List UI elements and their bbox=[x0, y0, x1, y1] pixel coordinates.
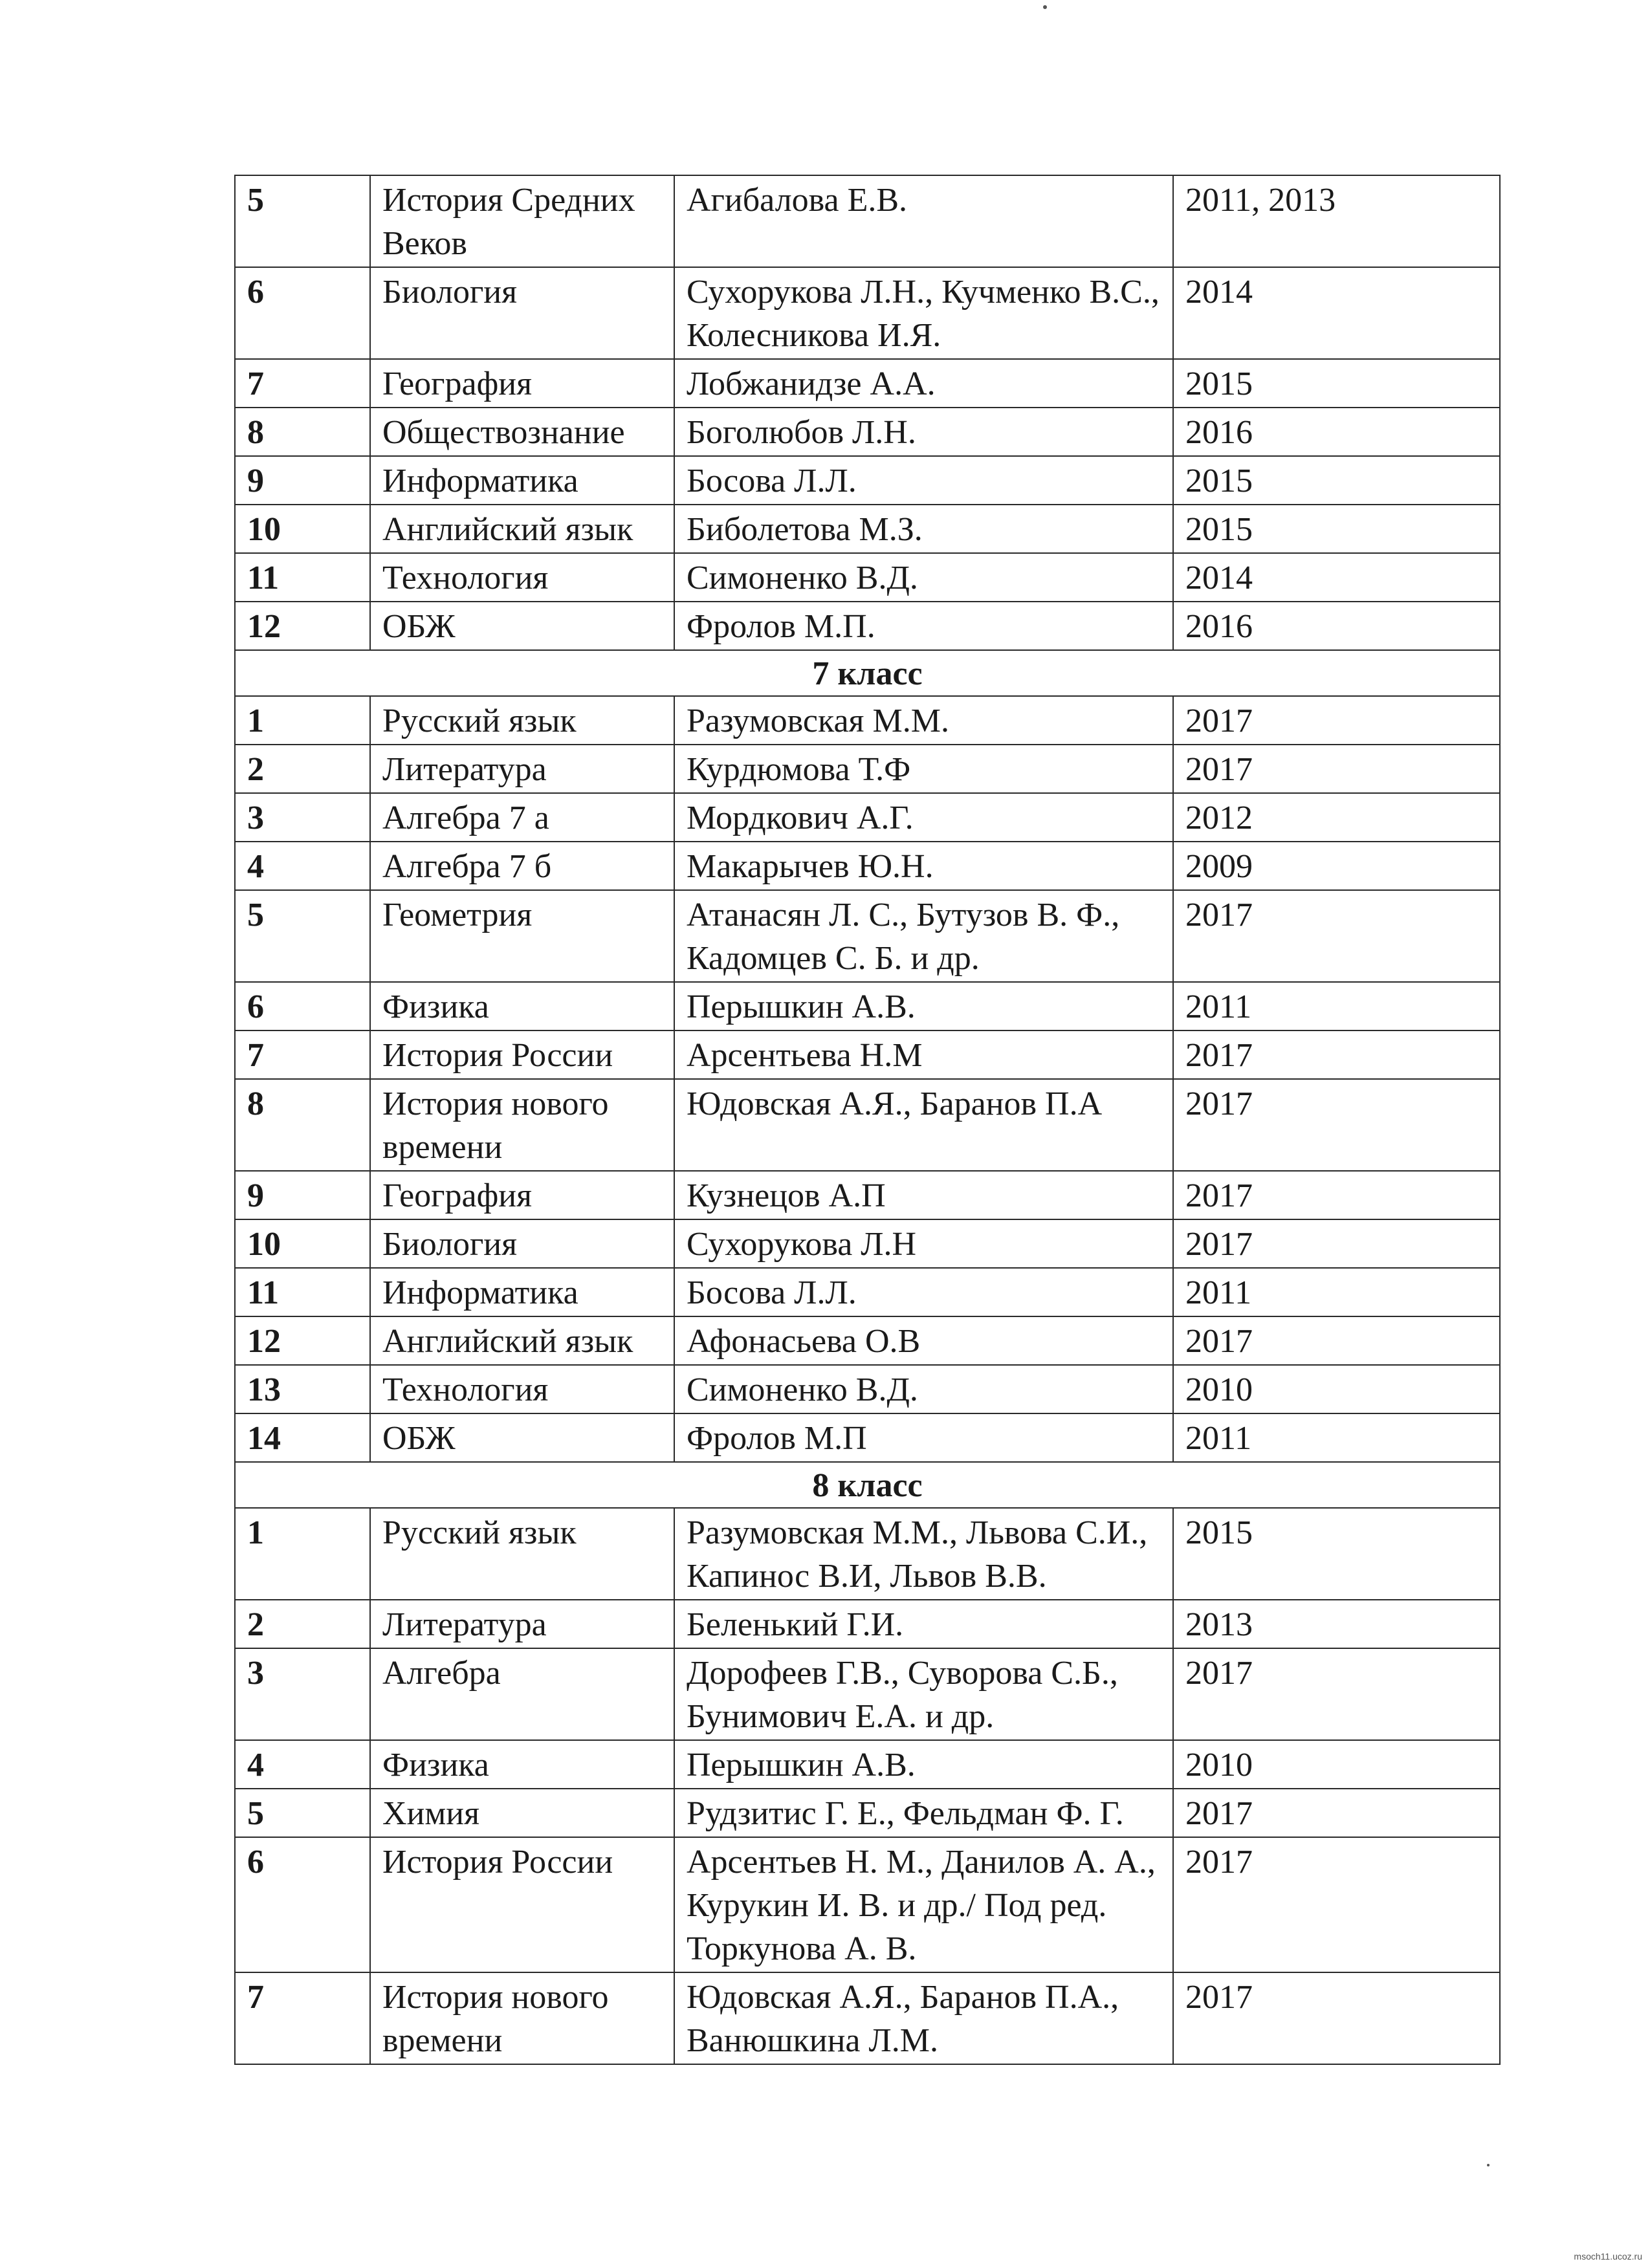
row-number: 5 bbox=[235, 175, 370, 267]
table-row bbox=[235, 1789, 1500, 1837]
year-cell: 2016 bbox=[1173, 408, 1500, 456]
row-number: 8 bbox=[235, 408, 370, 456]
year-cell: 2011 bbox=[1173, 1413, 1500, 1462]
row-number: 1 bbox=[235, 1508, 370, 1600]
year-cell: 2015 bbox=[1173, 456, 1500, 505]
row-number: 4 bbox=[235, 842, 370, 890]
row-number: 5 bbox=[235, 890, 370, 982]
author-cell: Мордкович А.Г. bbox=[674, 793, 1173, 842]
year-cell: 2009 bbox=[1173, 842, 1500, 890]
year-cell: 2015 bbox=[1173, 505, 1500, 553]
author-cell: Курдюмова Т.Ф bbox=[674, 745, 1173, 793]
author-cell: Арсентьев Н. М., Данилов А. А., Курукин И. В. и др./ Под ред. Торкунова А. В. bbox=[674, 1837, 1173, 1972]
table-row bbox=[235, 1740, 1500, 1789]
year-cell: 2014 bbox=[1173, 553, 1500, 602]
year-cell: 2015 bbox=[1173, 359, 1500, 408]
author-cell: Юдовская А.Я., Баранов П.А., Ванюшкина Л.М. bbox=[674, 1972, 1173, 2064]
textbook-table bbox=[234, 175, 1501, 2065]
scan-speck bbox=[1487, 2164, 1490, 2166]
class-section-row bbox=[235, 1462, 1500, 1508]
subject-cell: Информатика bbox=[370, 456, 674, 505]
row-number: 9 bbox=[235, 456, 370, 505]
row-number: 6 bbox=[235, 1837, 370, 1972]
subject-cell: История нового времени bbox=[370, 1972, 674, 2064]
year-cell: 2014 bbox=[1173, 267, 1500, 359]
table-row bbox=[235, 1316, 1500, 1365]
author-cell: Разумовская М.М. bbox=[674, 696, 1173, 745]
table-row bbox=[235, 890, 1500, 982]
year-cell: 2012 bbox=[1173, 793, 1500, 842]
author-cell: Дорофеев Г.В., Суворова С.Б., Бунимович Е.А. и др. bbox=[674, 1648, 1173, 1740]
subject-cell: Литература bbox=[370, 745, 674, 793]
row-number: 14 bbox=[235, 1413, 370, 1462]
author-cell: Сухорукова Л.Н., Кучменко В.С., Колесникова И.Я. bbox=[674, 267, 1173, 359]
row-number: 11 bbox=[235, 553, 370, 602]
table-row bbox=[235, 359, 1500, 408]
year-cell: 2016 bbox=[1173, 602, 1500, 650]
subject-cell: Биология bbox=[370, 267, 674, 359]
table-row bbox=[235, 1079, 1500, 1171]
table-row bbox=[235, 553, 1500, 602]
author-cell: Боголюбов Л.Н. bbox=[674, 408, 1173, 456]
table-row bbox=[235, 1600, 1500, 1648]
author-cell: Сухорукова Л.Н bbox=[674, 1219, 1173, 1268]
table-row bbox=[235, 1030, 1500, 1079]
table-row bbox=[235, 1508, 1500, 1600]
table-row bbox=[235, 1365, 1500, 1413]
author-cell: Атанасян Л. С., Бутузов В. Ф., Кадомцев С. Б. и др. bbox=[674, 890, 1173, 982]
year-cell: 2011, 2013 bbox=[1173, 175, 1500, 267]
year-cell: 2015 bbox=[1173, 1508, 1500, 1600]
class-section-heading: 7 класс bbox=[235, 650, 1500, 696]
row-number: 1 bbox=[235, 696, 370, 745]
subject-cell: Технология bbox=[370, 1365, 674, 1413]
year-cell: 2017 bbox=[1173, 1648, 1500, 1740]
author-cell: Босова Л.Л. bbox=[674, 456, 1173, 505]
subject-cell: Алгебра 7 б bbox=[370, 842, 674, 890]
class-section-row bbox=[235, 650, 1500, 696]
subject-cell: Литература bbox=[370, 1600, 674, 1648]
subject-cell: Биология bbox=[370, 1219, 674, 1268]
row-number: 3 bbox=[235, 1648, 370, 1740]
row-number: 7 bbox=[235, 359, 370, 408]
row-number: 2 bbox=[235, 1600, 370, 1648]
subject-cell: Информатика bbox=[370, 1268, 674, 1316]
row-number: 11 bbox=[235, 1268, 370, 1316]
subject-cell: Технология bbox=[370, 553, 674, 602]
table-row bbox=[235, 1648, 1500, 1740]
table-row bbox=[235, 1219, 1500, 1268]
table-row bbox=[235, 793, 1500, 842]
author-cell: Агибалова Е.В. bbox=[674, 175, 1173, 267]
year-cell: 2011 bbox=[1173, 1268, 1500, 1316]
year-cell: 2017 bbox=[1173, 1030, 1500, 1079]
subject-cell: История Средних Веков bbox=[370, 175, 674, 267]
row-number: 8 bbox=[235, 1079, 370, 1171]
scan-speck bbox=[1043, 5, 1047, 9]
row-number: 12 bbox=[235, 1316, 370, 1365]
row-number: 5 bbox=[235, 1789, 370, 1837]
author-cell: Беленький Г.И. bbox=[674, 1600, 1173, 1648]
year-cell: 2017 bbox=[1173, 1171, 1500, 1219]
year-cell: 2017 bbox=[1173, 1316, 1500, 1365]
author-cell: Босова Л.Л. bbox=[674, 1268, 1173, 1316]
footer-watermark: msoch11.ucoz.ru bbox=[1574, 2251, 1642, 2262]
table-row bbox=[235, 267, 1500, 359]
author-cell: Афонасьева О.В bbox=[674, 1316, 1173, 1365]
year-cell: 2017 bbox=[1173, 745, 1500, 793]
table-row bbox=[235, 745, 1500, 793]
subject-cell: Обществознание bbox=[370, 408, 674, 456]
year-cell: 2017 bbox=[1173, 1789, 1500, 1837]
year-cell: 2017 bbox=[1173, 1972, 1500, 2064]
table-row bbox=[235, 696, 1500, 745]
row-number: 6 bbox=[235, 982, 370, 1030]
year-cell: 2013 bbox=[1173, 1600, 1500, 1648]
subject-cell: ОБЖ bbox=[370, 602, 674, 650]
author-cell: Перышкин А.В. bbox=[674, 982, 1173, 1030]
author-cell: Макарычев Ю.Н. bbox=[674, 842, 1173, 890]
table-row bbox=[235, 982, 1500, 1030]
row-number: 3 bbox=[235, 793, 370, 842]
table-row bbox=[235, 456, 1500, 505]
subject-cell: Физика bbox=[370, 982, 674, 1030]
table-row bbox=[235, 1171, 1500, 1219]
row-number: 2 bbox=[235, 745, 370, 793]
table-row bbox=[235, 175, 1500, 267]
author-cell: Фролов М.П bbox=[674, 1413, 1173, 1462]
subject-cell: История нового времени bbox=[370, 1079, 674, 1171]
year-cell: 2017 bbox=[1173, 696, 1500, 745]
table-row bbox=[235, 1268, 1500, 1316]
subject-cell: Английский язык bbox=[370, 1316, 674, 1365]
row-number: 12 bbox=[235, 602, 370, 650]
year-cell: 2010 bbox=[1173, 1365, 1500, 1413]
year-cell: 2017 bbox=[1173, 1837, 1500, 1972]
table-row bbox=[235, 842, 1500, 890]
subject-cell: Английский язык bbox=[370, 505, 674, 553]
subject-cell: ОБЖ bbox=[370, 1413, 674, 1462]
subject-cell: География bbox=[370, 359, 674, 408]
year-cell: 2010 bbox=[1173, 1740, 1500, 1789]
year-cell: 2017 bbox=[1173, 1079, 1500, 1171]
subject-cell: Геометрия bbox=[370, 890, 674, 982]
subject-cell: Русский язык bbox=[370, 1508, 674, 1600]
row-number: 7 bbox=[235, 1030, 370, 1079]
author-cell: Симоненко В.Д. bbox=[674, 553, 1173, 602]
table-row bbox=[235, 1972, 1500, 2064]
table-row bbox=[235, 1413, 1500, 1462]
subject-cell: Алгебра bbox=[370, 1648, 674, 1740]
author-cell: Фролов М.П. bbox=[674, 602, 1173, 650]
class-section-heading: 8 класс bbox=[235, 1462, 1500, 1508]
textbook-table-body bbox=[235, 175, 1500, 2064]
subject-cell: География bbox=[370, 1171, 674, 1219]
row-number: 4 bbox=[235, 1740, 370, 1789]
author-cell: Арсентьева Н.М bbox=[674, 1030, 1173, 1079]
author-cell: Рудзитис Г. Е., Фельдман Ф. Г. bbox=[674, 1789, 1173, 1837]
subject-cell: Алгебра 7 а bbox=[370, 793, 674, 842]
subject-cell: История России bbox=[370, 1837, 674, 1972]
row-number: 10 bbox=[235, 505, 370, 553]
subject-cell: Химия bbox=[370, 1789, 674, 1837]
subject-cell: Русский язык bbox=[370, 696, 674, 745]
row-number: 9 bbox=[235, 1171, 370, 1219]
row-number: 10 bbox=[235, 1219, 370, 1268]
row-number: 7 bbox=[235, 1972, 370, 2064]
author-cell: Юдовская А.Я., Баранов П.А bbox=[674, 1079, 1173, 1171]
author-cell: Разумовская М.М., Львова С.И., Капинос В.И, Львов В.В. bbox=[674, 1508, 1173, 1600]
author-cell: Биболетова М.З. bbox=[674, 505, 1173, 553]
subject-cell: Физика bbox=[370, 1740, 674, 1789]
table-row bbox=[235, 1837, 1500, 1972]
author-cell: Кузнецов А.П bbox=[674, 1171, 1173, 1219]
year-cell: 2017 bbox=[1173, 890, 1500, 982]
table-row bbox=[235, 602, 1500, 650]
author-cell: Симоненко В.Д. bbox=[674, 1365, 1173, 1413]
row-number: 13 bbox=[235, 1365, 370, 1413]
author-cell: Перышкин А.В. bbox=[674, 1740, 1173, 1789]
subject-cell: История России bbox=[370, 1030, 674, 1079]
year-cell: 2017 bbox=[1173, 1219, 1500, 1268]
row-number: 6 bbox=[235, 267, 370, 359]
table-row bbox=[235, 408, 1500, 456]
author-cell: Лобжанидзе А.А. bbox=[674, 359, 1173, 408]
table-row bbox=[235, 505, 1500, 553]
year-cell: 2011 bbox=[1173, 982, 1500, 1030]
